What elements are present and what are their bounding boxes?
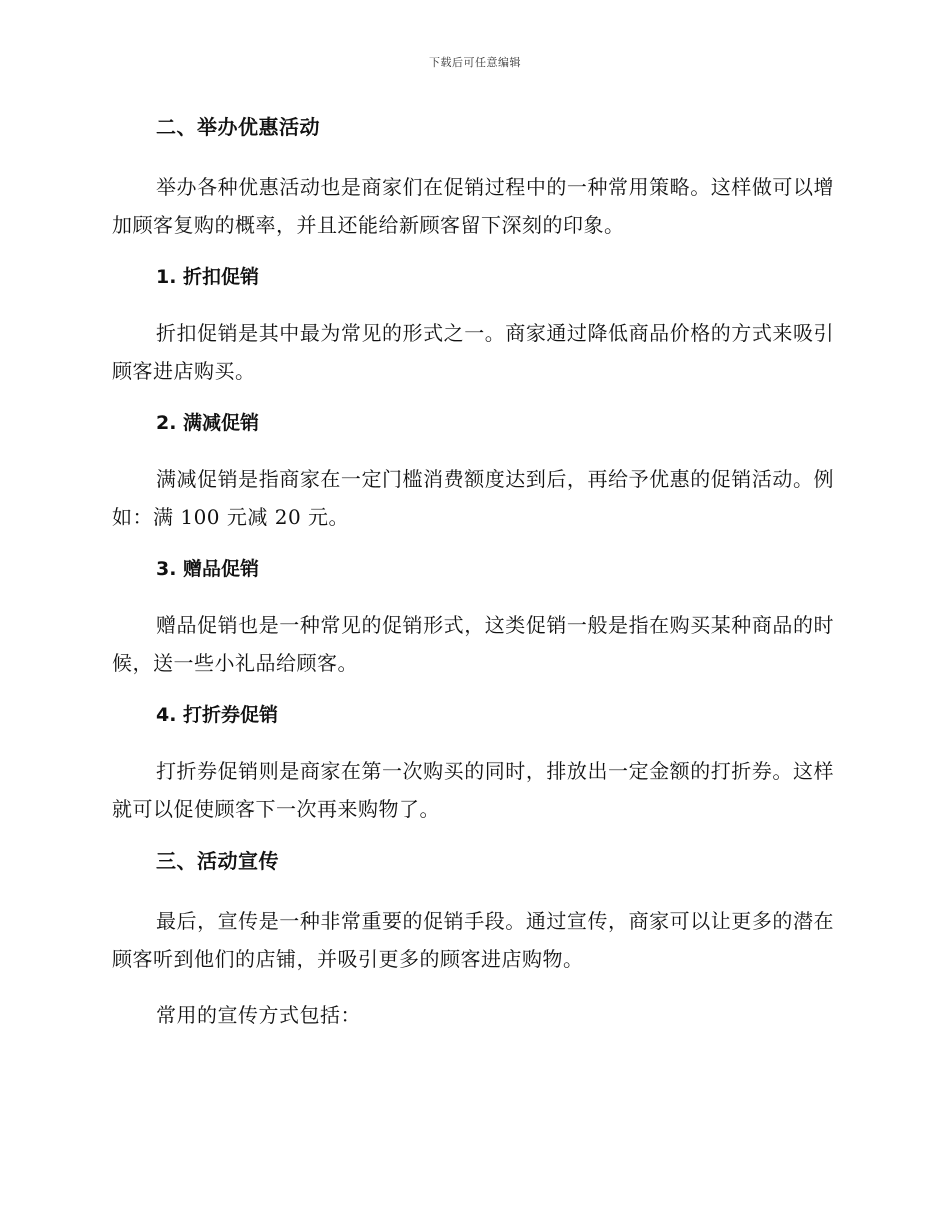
gift-paragraph: 赠品促销也是一种常见的促销形式，这类促销一般是指在购买某种商品的时候，送一些小礼品给顾客。 xyxy=(112,613,834,675)
discount-paragraph: 折扣促销是其中最为常见的形式之一。商家通过降低商品价格的方式来吸引顾客进店购买。 xyxy=(112,321,834,383)
header-note: 下载后可任意编辑 xyxy=(429,56,521,69)
section-heading-2: 二、举办优惠活动 xyxy=(156,115,320,139)
subheading-coupon: 4. 打折券促销 xyxy=(156,704,279,726)
section-heading-3: 三、活动宣传 xyxy=(156,849,279,873)
coupon-paragraph: 打折券促销则是商家在第一次购买的同时，排放出一定金额的打折券。这样就可以促使顾客下一次再来购物了。 xyxy=(112,759,834,821)
section-2-intro: 举办各种优惠活动也是商家们在促销过程中的一种常用策略。这样做可以增加顾客复购的概率，并且还能给新顾客留下深刻的印象。 xyxy=(112,175,834,237)
section-3-paragraph: 最后，宣传是一种非常重要的促销手段。通过宣传，商家可以让更多的潜在顾客听到他们的店铺，并吸引更多的顾客进店购物。 xyxy=(112,909,834,971)
document-body xyxy=(112,112,834,1052)
subheading-gift: 3. 赠品促销 xyxy=(156,558,260,580)
full-reduction-paragraph: 满减促销是指商家在一定门槛消费额度达到后，再给予优惠的促销活动。例如：满 100 元减 20 元。 xyxy=(112,467,834,529)
section-3-list-intro: 常用的宣传方式包括： xyxy=(156,1003,361,1027)
subheading-discount: 1. 折扣促销 xyxy=(156,266,260,288)
subheading-full-reduction: 2. 满减促销 xyxy=(156,412,260,434)
